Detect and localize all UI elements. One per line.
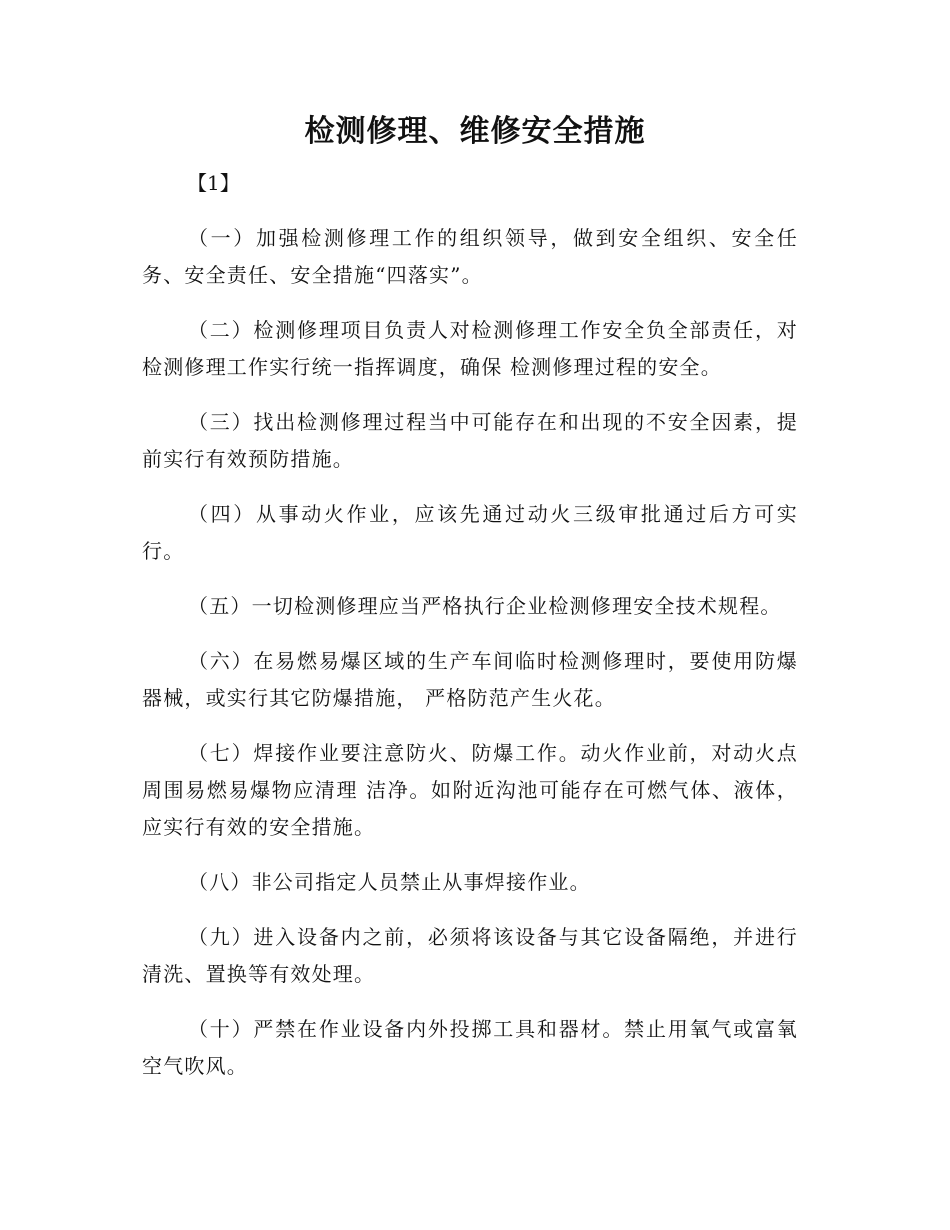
paragraph-10: （十）严禁在作业设备内外投掷工具和器材。禁止用氧气或富氧空气吹风。 — [142, 1017, 798, 1078]
page-title: 检测修理、维修安全措施 — [304, 114, 646, 149]
paragraph-1: （一）加强检测修理工作的组织领导，做到安全组织、安全任务、安全责任、安全措施“四落实”。 — [142, 226, 798, 287]
paragraph-8: （八）非公司指定人员禁止从事焊接作业。 — [188, 870, 591, 894]
paragraph-2: （二）检测修理项目负责人对检测修理工作安全负全部责任，对检测修理工作实行统一指挥调度，确保 检测修理过程的安全。 — [142, 318, 798, 379]
paragraph-5: （五）一切检测修理应当严格执行企业检测修理安全技术规程。 — [188, 594, 782, 618]
section-label: 【1】 — [187, 171, 240, 195]
paragraph-4: （四）从事动火作业，应该先通过动火三级审批通过后方可实行。 — [142, 502, 798, 563]
paragraph-7: （七）焊接作业要注意防火、防爆工作。动火作业前，对动火点周围易燃易爆物应清理 洁净。如附近沟池可能存在可燃气体、液体，应实行有效的安全措施。 — [142, 741, 798, 839]
paragraph-9: （九）进入设备内之前，必须将该设备与其它设备隔绝，并进行清洗、置换等有效处理。 — [142, 925, 798, 986]
paragraph-3: （三）找出检测修理过程当中可能存在和出现的不安全因素，提前实行有效预防措施。 — [142, 410, 798, 471]
document-body — [142, 220, 798, 1103]
paragraph-6: （六）在易燃易爆区域的生产车间临时检测修理时，要使用防爆器械，或实行其它防爆措施， 严格防范产生火花。 — [142, 649, 798, 710]
